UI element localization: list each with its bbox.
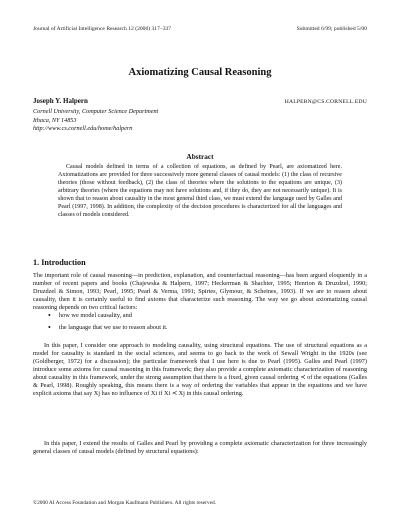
running-header	[33, 26, 367, 32]
author-line	[33, 97, 367, 105]
intro-paragraph-3: In this paper, I extend the results of Galles and Pearl by providing a complete axiomatic characterization for three increasingly general classes of causal models (defined by structural equations):	[33, 440, 367, 456]
intro-paragraph-2: In this paper, I consider one approach to modeling causality, using structural equations. The use of structural equations as a model for causality is standard in the social sciences, and seems to go back to the work of Sewall Wright in the 1920s (see (Goldberger, 1972) for a discussion); the particular framework that I use here is due to Pearl (1995). Galles and Pearl (1997) introduce some axioms for causal reasoning in this framework; they also provide a complete axiomatic characterization of reasoning about causality in this framework, under the strong assumption that there is a fixed, given causal ordering ≺ of the equations (Galles & Pearl, 1998). Roughly speaking, this means there is a way of ordering the variables that appear in the equations and we have explicit axioms that say Xj has no influence of Xi if Xi ≺ Xj in this causal ordering.	[33, 342, 367, 398]
submission-dates: Submitted 6/99; published 5/00	[296, 26, 367, 32]
author-affiliation	[33, 108, 158, 134]
journal-citation: Journal of Artificial Intelligence Research 12 (2000) 317–337	[33, 26, 172, 32]
abstract-heading: Abstract	[186, 152, 214, 161]
author-email: HALPERN@CS.CORNELL.EDU	[284, 99, 367, 105]
affiliation-department: Cornell University, Computer Science Department	[33, 108, 159, 115]
affiliation-city: Ithaca, NY 14853	[33, 116, 77, 124]
bullet-icon: •	[48, 323, 51, 332]
bullet-icon: •	[48, 311, 51, 320]
copyright-footer: ©2000 AI Access Foundation and Morgan Kaufmann Publishers. All rights reserved.	[33, 500, 217, 506]
paper-title: Axiomatizing Causal Reasoning	[128, 67, 272, 78]
bullet-text: how we model causality, and	[59, 312, 132, 319]
abstract-text: Causal models defined in terms of a collection of equations, as defined by Pearl, are axiomatized here. Axiomatizations are provided for three successively more general classes of causal models: (1) the class of recursive theories (those without feedback), (2) the class of theories where the solutions to the equations are unique, (3) arbitrary theories (where the equations may not have solutions and, if they do, they are not necessarily unique). It is shown that to reason about causality in the most general third class, we must extend the language used by Galles and Pearl (1997, 1998). In addition, the complexity of the decision procedures is characterized for all the languages and classes of models considered.	[58, 164, 342, 218]
author-homepage-link[interactable]: http://www.cs.cornell.edu/home/halpern	[33, 125, 133, 132]
bullet-text: the language that we use to reason about it.	[59, 324, 168, 331]
author-name: Joseph Y. Halpern	[33, 97, 88, 105]
intro-paragraph-1: The important role of causal reasoning—in prediction, explanation, and counterfactual reasoning—has been argued eloquently in a number of recent papers and books (Chajewska & Halpern, 1997; Heckerman & Shachter, 1995; Henrion & Druzdzel, 1990; Druzdzel & Simon, 1993; Pearl, 1995; Pearl & Verma, 1991; Spirtes, Glymour, & Scheines, 1993). If we are to reason about causality, then it is certainly useful to find axioms that characterize such reasoning. The way we go about axiomatizing causal reasoning depends on two critical factors:	[33, 272, 367, 312]
section-heading-introduction: 1. Introduction	[33, 258, 86, 267]
